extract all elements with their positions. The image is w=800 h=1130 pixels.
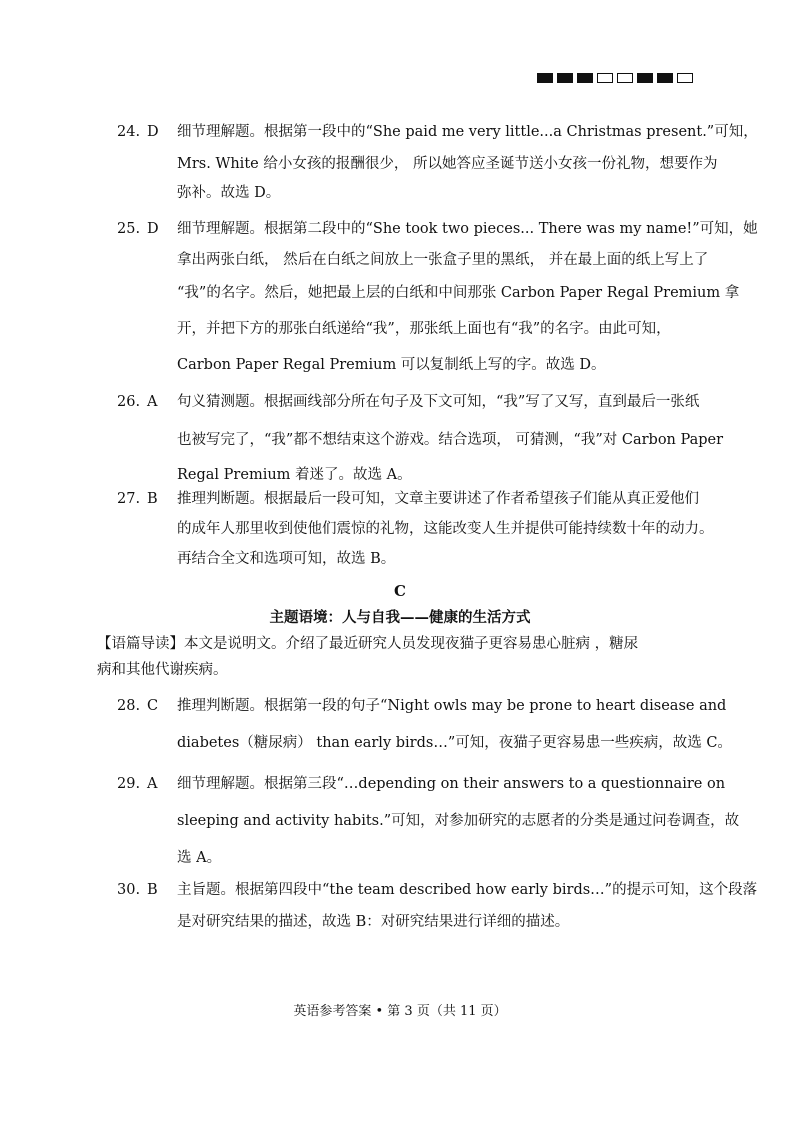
explanation-line: 推理判断题。根据最后一段可知，文章主要讲述了作者希望孩子们能从真正爱他们	[177, 491, 699, 507]
explanation-line: 细节理解题。根据第三段“…depending on their answers to a questionnaire on	[177, 776, 726, 792]
explanation-line: diabetes（糖尿病） than early birds…”可知，夜猫子更容易患一些疾病，故选 C。	[177, 735, 732, 751]
marker-square	[537, 73, 553, 83]
marker-square	[677, 73, 693, 83]
explanation-line: 拿出两张白纸， 然后在白纸之间放上一张盒子里的黑纸， 并在最上面的纸上写上了	[177, 252, 709, 268]
explanation-line: sleeping and activity habits.”可知，对参加研究的志愿者的分类是通过问卷调查，故	[177, 813, 740, 829]
explanation-line: 弥补。故选 D。	[177, 185, 281, 201]
question-number: 26.	[117, 394, 141, 410]
explanation-line: 选 A。	[177, 850, 222, 866]
explanation-line: 细节理解题。根据第一段中的“She paid me very little...a Christmas present.”可知，	[177, 124, 758, 140]
answer-item-24	[117, 120, 758, 201]
question-number: 28.	[117, 698, 141, 714]
page-footer: 英语参考答案 • 第 3 页（共 11 页）	[293, 1004, 507, 1019]
explanation-line: 是对研究结果的描述，故选 B：对研究结果进行详细的描述。	[177, 914, 570, 930]
question-number: 29.	[117, 776, 141, 792]
answer-item-29	[117, 772, 740, 866]
answer-letter: D	[147, 124, 159, 140]
marker-square	[557, 73, 573, 83]
marker-square	[577, 73, 593, 83]
answer-letter: A	[147, 394, 158, 410]
marker-square	[657, 73, 673, 83]
explanation-line: 句义猜测题。根据画线部分所在句子及下文可知，“我”写了又写，直到最后一张纸	[177, 394, 700, 410]
intro-line: 【语篇导读】本文是说明文。介绍了最近研究人员发现夜猫子更容易患心脏病 ，糖尿	[97, 636, 639, 652]
answer-letter: B	[147, 882, 158, 898]
explanation-line: 主旨题。根据第四段中“the team described how early birds…”的提示可知，这个段落	[177, 882, 758, 898]
explanation-line: 的成年人那里收到使他们震惊的礼物，这能改变人生并提供可能持续数十年的动力。	[177, 521, 714, 537]
explanation-line: Carbon Paper Regal Premium 可以复制纸上写的字。故选 D。	[177, 357, 606, 373]
marker-square	[617, 73, 633, 83]
explanation-line: “我”的名字。然后，她把最上层的白纸和中间那张 Carbon Paper Regal Premium 拿	[177, 285, 740, 301]
question-number: 24.	[117, 124, 141, 140]
answer-item-28	[117, 694, 732, 751]
answer-item-25	[117, 217, 758, 373]
explanation-line: Regal Premium 着迷了。故选 A。	[177, 467, 412, 483]
marker-square	[597, 73, 613, 83]
answer-item-30	[117, 878, 758, 930]
answer-item-26	[117, 390, 724, 483]
answer-letter: A	[147, 776, 158, 792]
answer-letter: C	[147, 698, 159, 714]
section-theme: 主题语境：人与自我——健康的生活方式	[269, 609, 531, 626]
answer-letter: B	[147, 491, 158, 507]
question-number: 27.	[117, 491, 141, 507]
page-marker-strip	[537, 73, 693, 83]
explanation-line: 再结合全文和选项可知，故选 B。	[177, 551, 396, 567]
answer-letter: D	[147, 221, 159, 237]
question-number: 25.	[117, 221, 141, 237]
explanation-line: 开，并把下方的那张白纸递给“我”，那张纸上面也有“我”的名字。由此可知，	[177, 321, 671, 337]
passage-intro	[97, 632, 687, 678]
marker-square	[637, 73, 653, 83]
intro-line: 病和其他代谢疾病。	[97, 662, 228, 678]
explanation-line: 推理判断题。根据第一段的句子“Night owls may be prone to heart disease and	[177, 698, 727, 714]
explanation-line: 也被写完了，“我”都不想结束这个游戏。结合选项， 可猜测，“我”对 Carbon Paper	[177, 432, 724, 448]
answer-item-27	[117, 487, 714, 567]
section-letter: C	[394, 582, 406, 600]
explanation-line: Mrs. White 给小女孩的报酬很少， 所以她答应圣诞节送小女孩一份礼物，想要作为	[177, 156, 718, 172]
explanation-line: 细节理解题。根据第二段中的“She took two pieces... There was my name!”可知，她	[177, 221, 758, 237]
question-number: 30.	[117, 882, 141, 898]
